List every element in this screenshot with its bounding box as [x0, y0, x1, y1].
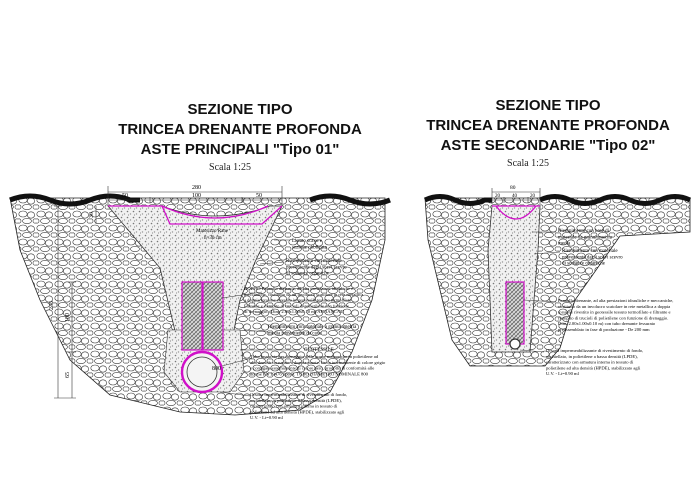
left-drain-pipe: [182, 352, 222, 392]
right-scale: Scala 1:25: [507, 158, 549, 169]
left-dim-b: 100: [192, 193, 201, 199]
right-dim-c: 20: [530, 194, 535, 199]
left-title-line-1: SEZIONE TIPO: [187, 101, 293, 118]
left-note-drainage: DOPPIO Pannello drenante, ad alta prestazioni idrauliche e meccaniche, costituito da un involucro scatolare in rete metallica a doppia torsione rivestito in geotessile tessuto termofilato Filtrante e riempito di trucioli di polietilene con funzione di drenaggio. (Dim. 2.00x1.00x0.10 m) AFFIANCATI: [244, 286, 364, 314]
left-note-stone-fill: Riempimento con materiale a granulometria media proveniente da cava: [268, 325, 357, 337]
left-drainage-panel-b: [203, 282, 223, 350]
right-drain-pipe: [510, 339, 520, 349]
right-ground-stones: [425, 198, 690, 366]
left-section: [10, 185, 390, 420]
left-dim-c: 50: [256, 193, 262, 199]
right-title-line-1: SEZIONE TIPO: [495, 97, 601, 114]
right-section: [425, 185, 690, 376]
left-dim-vertical-low: 65: [65, 372, 71, 378]
left-note-base: Orsona impermeabilizzante di rivestimento di fondo, occhiellato, in polietilene a bassa densità (LPDE), caratterizzato con armatura interna in tessuto di polietilene ad alta densità (HPDE), stabilizzato agli U.V. - Lt=0.90 ml: [250, 392, 348, 420]
right-title-line-3: ASTE SECONDARIE "Tipo 02": [440, 137, 656, 154]
left-pipe-label: 800: [212, 366, 221, 372]
left-note-fill: Riempimento con materiale proveniente dagli scavi scevro di sostanze organiche: [286, 259, 347, 277]
right-note-base: Orsona impermeabilizzante di rivestimento di fondo, occhiellato, in polietilene a bassa densità (LPDE), caratterizzato con armatura interna in tessuto di polietilene ad alta densità (HPDE), stabilizzato agli U.V. - Lt=0.90 ml: [546, 348, 644, 376]
left-note-matrix: Matorizzo Rane: [196, 229, 229, 234]
right-note-fill: Riempimento con materiale proveniente dagli scavi scevro di sostanze organiche: [562, 249, 623, 267]
left-note-geotextile: GEOTESSILE: [304, 348, 334, 353]
left-dim-vertical-mid: 100: [65, 313, 71, 322]
left-note-soil-cover: Listato scavo e sezione obbligata: [292, 239, 327, 251]
left-dim-a: 50: [122, 193, 128, 199]
left-scale: Scala 1:25: [209, 162, 251, 173]
right-note-stone-fill: Riempimento con base di materiale da granulometria media: [558, 229, 612, 247]
right-dim-total: 80: [510, 185, 516, 191]
left-dim-depth-small: 30: [89, 212, 95, 218]
left-drainage-panel-a: [182, 282, 202, 350]
left-title-line-3: ASTE PRINCIPALI "Tipo 01": [140, 141, 340, 158]
left-note-pipe: Tubo fessurato per drenaggio delle acque meteoriche in polietilene ad alta densità corrugato a doppia parete, liscia internamente di colore grigio e corrugata esternamente di colore nero, prodotto in conformità alle norme EN 13476 tipo B. TUBO DIAMETRO NOMINALE 800: [250, 354, 386, 377]
left-dim-total: 280: [192, 185, 201, 191]
left-title-line-2: TRINCEA DRENANTE PROFONDA: [118, 121, 362, 138]
right-note-drainage: Pannello drenante, ad alta prestazioni idrauliche e meccaniche, costituito da un involucro scatolare in rete metallica a doppia torsione rivestito in geotessile tessuto termofilato e filtrante e riempito di trucioli di polietilene con funzione di drenaggio. Dim. 2.00x1.00x0.10 m) con tubo drenante fessurato preassemblato in fase di produzione - De 200 mm: [558, 298, 674, 332]
left-dim-vertical-total: 235: [49, 301, 55, 310]
right-drainage-panel: [506, 282, 524, 344]
right-dim-b: 40: [512, 194, 517, 199]
right-title-line-2: TRINCEA DRENANTE PROFONDA: [426, 117, 670, 134]
left-note-matrix-sub: h=30 cm: [204, 236, 222, 241]
right-dim-a: 20: [495, 194, 500, 199]
